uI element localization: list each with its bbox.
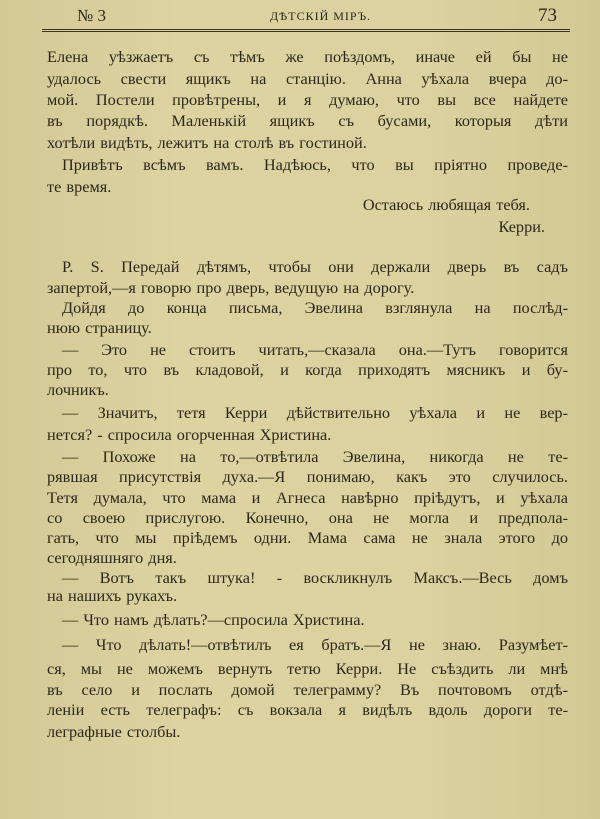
text-line: P. S. Передай дѣтямъ, чтобы они держали дверь въ садъ bbox=[62, 257, 568, 276]
text-line: лочникъ. bbox=[47, 380, 109, 399]
text-line: леніи есть телеграфъ: съ вокзала я видѣлъ вдоль дороги те- bbox=[47, 700, 568, 719]
text-line: — Это не стоитъ читать,—сказала она.—Тутъ говорится bbox=[62, 340, 568, 359]
text-line: Привѣтъ всѣмъ вамъ. Надѣюсь, что вы пріятно проведе- bbox=[62, 155, 568, 174]
text-line: запертой,—я говорю про дверь, ведущую на дорогу. bbox=[47, 278, 415, 297]
text-line: Тетя думала, что мама и Агнеса навѣрно пріѣдутъ, и уѣхала bbox=[47, 488, 568, 507]
text-line: со своею прислугою. Конечно, она не могла и предпола- bbox=[47, 508, 568, 527]
text-line: — Значитъ, тетя Керри дѣйствительно уѣхала и не вер- bbox=[62, 403, 568, 422]
text-line: Дойдя до конца письма, Эвелина взглянула на послѣд- bbox=[62, 298, 568, 317]
text-line: про то, что въ кладовой, и когда приходятъ мясникъ и бу- bbox=[47, 360, 568, 379]
text-line: нется? - спросила огорченная Христина. bbox=[47, 425, 332, 444]
text-line: — Похоже на то,—отвѣтила Эвелина, никогда не те- bbox=[62, 447, 568, 466]
letter-signature: Керри. bbox=[498, 217, 545, 236]
text-line: хотѣли видѣть, лежитъ на столѣ въ гостиной. bbox=[47, 133, 367, 152]
text-line: — Что дѣлать!—отвѣтилъ ея братъ.—Я не знаю. Разумѣет- bbox=[62, 635, 568, 654]
text-line: нюю страницу. bbox=[47, 318, 152, 337]
issue-number: № 3 bbox=[77, 6, 106, 25]
text-line: те время. bbox=[47, 177, 112, 196]
text-line: — Что намъ дѣлать?—спросила Христина. bbox=[62, 610, 365, 629]
page-number: 73 bbox=[538, 5, 557, 26]
text-line: гать, что мы пріѣдемъ одни. Мама сама не знала этого до bbox=[47, 528, 568, 547]
journal-title: ДѢТСКІЙ МІРЪ. bbox=[270, 9, 372, 23]
text-line: удалось свести ящикъ на станцію. Анна уѣхала вчера до- bbox=[47, 69, 568, 88]
text-line: ся, мы не можемъ вернуть тетю Керри. Не съѣздить ли мнѣ bbox=[47, 659, 568, 678]
text-line: въ село и послать домой телеграмму? Въ почтовомъ отдѣ- bbox=[47, 680, 568, 699]
header-rule bbox=[42, 29, 570, 32]
text-line: рявшая присутствія духа.—Я понимаю, какъ это случилось. bbox=[47, 467, 568, 486]
text-line: сегодняшняго дня. bbox=[47, 548, 177, 567]
letter-closing: Остаюсь любящая тебя. bbox=[362, 195, 530, 214]
text-line: на нашихъ рукахъ. bbox=[47, 586, 178, 605]
text-line: Елена уѣзжаетъ съ тѣмъ же поѣздомъ, иначе ей бы не bbox=[47, 47, 568, 66]
text-line: — Вотъ такъ штука! - воскликнулъ Максъ.—Весь домъ bbox=[62, 568, 568, 587]
text-line: мой. Постели провѣтрены, и я думаю, что вы все найдете bbox=[47, 90, 568, 109]
text-line: леграфные столбы. bbox=[47, 722, 181, 741]
text-line: въ порядкѣ. Маленькій ящикъ съ бусами, которыя дѣти bbox=[47, 111, 568, 130]
